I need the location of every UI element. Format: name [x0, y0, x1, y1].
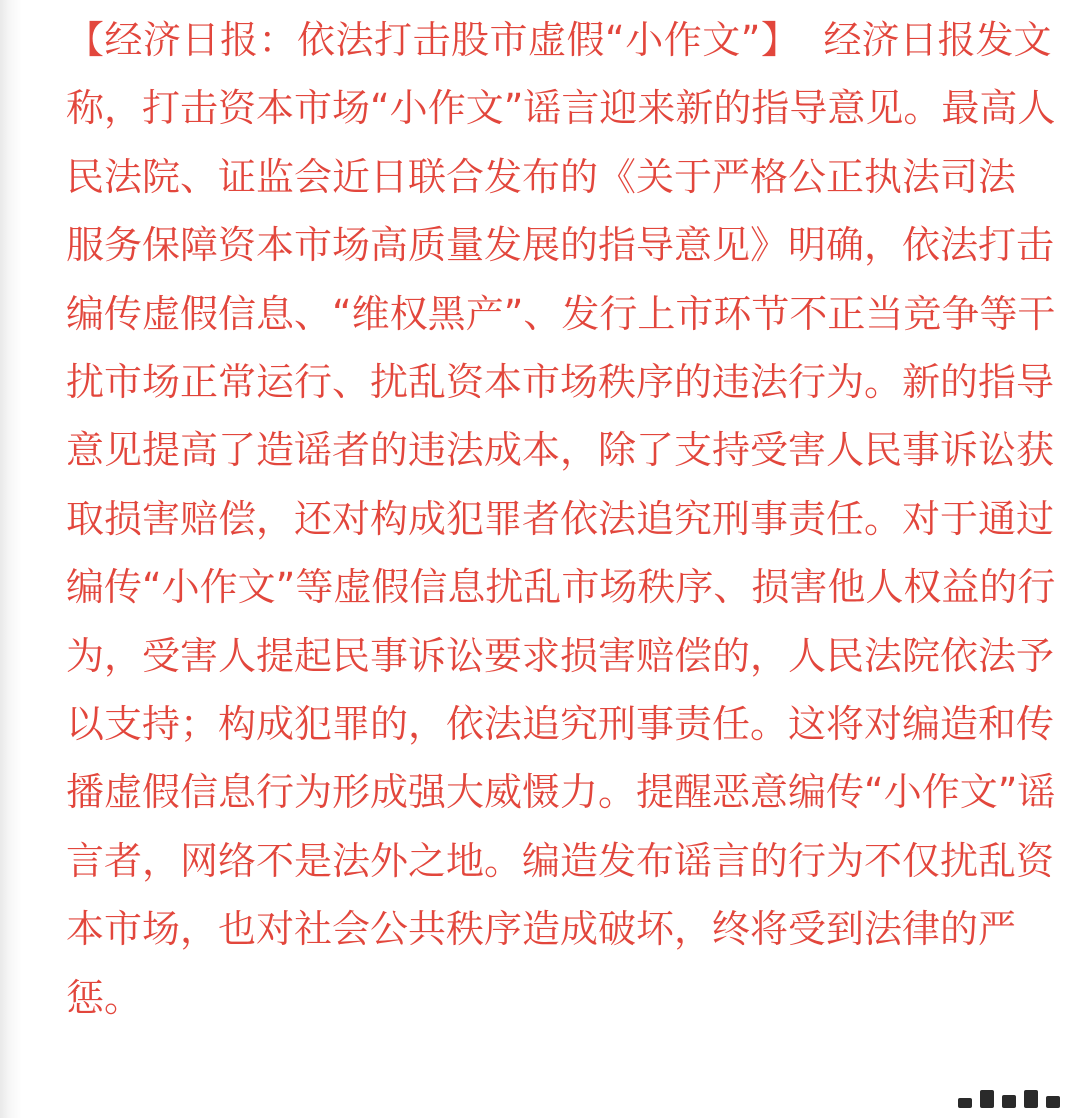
article-text: [66, 6, 1066, 1032]
watermark-logo: [958, 1090, 1060, 1108]
watermark-bar: [1046, 1096, 1060, 1108]
left-edge-shadow: [0, 0, 22, 1118]
article-body: 经济日报发文称，打击资本市场“小作文”谣言迎来新的指导意见。最高人民法院、证监会近日联合发布的《关于严格公正执法司法 服务保障资本市场高质量发展的指导意见》明确，依法打击编传虚假信息、“维权黑产”、发行上市环节不正当竞争等干扰市场正常运行、扰乱资本市场秩序的违法行为。新的指导意见提高了造谣者的违法成本，除了支持受害人民事诉讼获取损害赔偿，还对构成犯罪者依法追究刑事责任。对于通过编传“小作文”等虚假信息扰乱市场秩序、损害他人权益的行为，受害人提起民事诉讼要求损害赔偿的，人民法院依法予以支持；构成犯罪的，依法追究刑事责任。这将对编造和传播虚假信息行为形成强大威慑力。提醒恶意编传“小作文”谣言者，网络不是法外之地。编造发布谣言的行为不仅扰乱资本市场，也对社会公共秩序造成破坏，终将受到法律的严惩。: [66, 18, 1056, 1020]
watermark-bar: [1002, 1095, 1016, 1108]
article-headline: 【经济日报：依法打击股市虚假“小作文”】: [66, 18, 800, 62]
watermark-bar: [958, 1098, 972, 1108]
watermark-bar: [980, 1090, 994, 1108]
watermark-bar: [1024, 1090, 1038, 1108]
